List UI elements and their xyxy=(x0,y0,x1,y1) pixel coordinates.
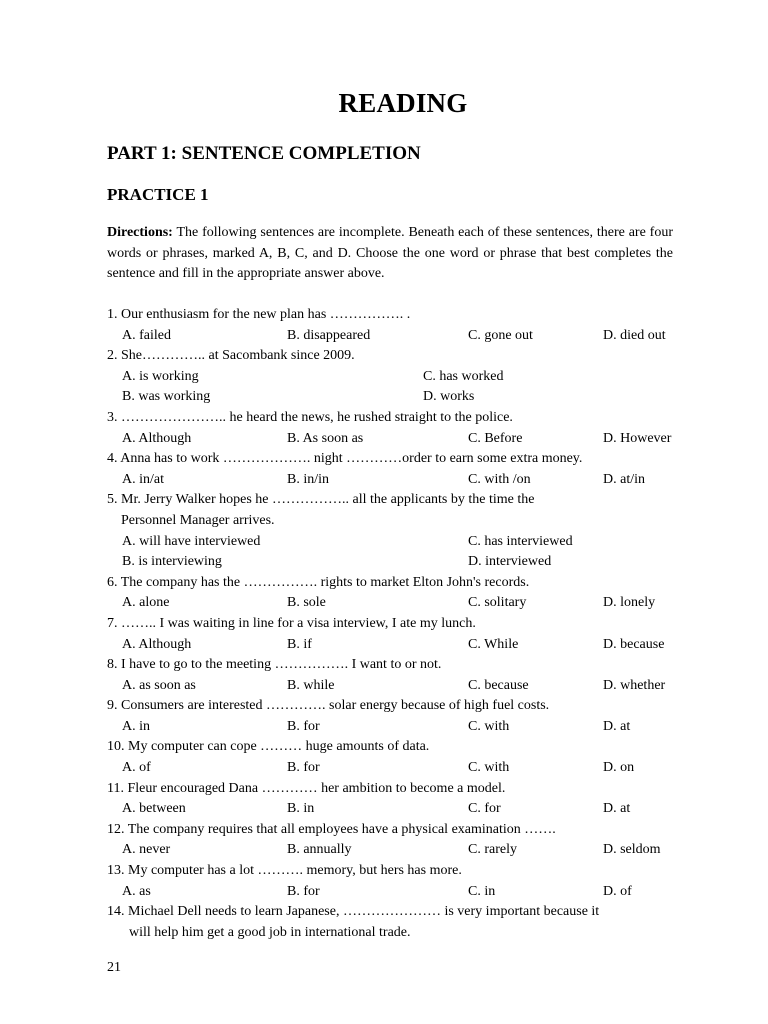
options-row xyxy=(107,326,707,347)
answer-option: B. for xyxy=(287,718,320,734)
question-item xyxy=(107,779,707,820)
question-item xyxy=(107,305,707,346)
answer-option: B. was working xyxy=(122,389,211,405)
options-row xyxy=(107,470,707,491)
answer-option: D. at xyxy=(603,718,631,734)
question-item xyxy=(107,696,707,737)
question-item xyxy=(107,902,707,943)
answer-option: B. disappeared xyxy=(287,327,371,343)
answer-option: B. for xyxy=(287,883,320,899)
question-stem-continuation: Personnel Manager arrives. xyxy=(121,512,275,528)
question-item xyxy=(107,861,707,902)
question-item xyxy=(107,614,707,655)
answer-option: C. solitary xyxy=(468,595,527,611)
answer-option: C. has worked xyxy=(423,368,504,384)
answer-option: D. However xyxy=(603,430,672,446)
page-title: READING xyxy=(338,88,468,118)
question-stem: 7. …….. I was waiting in line for a visa interview, I ate my lunch. xyxy=(107,615,476,631)
answer-option: A. never xyxy=(122,842,171,858)
answer-option: A. of xyxy=(122,760,151,776)
options-row xyxy=(107,717,707,738)
directions-text: The following sentences are incomplete. Beneath each of these sentences, there are four words or phrases, marked A, B, C, and D. Choose the one word or phrase that best completes the sentence and fill in the appropriate answer above. xyxy=(107,225,673,281)
question-stem: 12. The company requires that all employees have a physical examination ……. xyxy=(107,821,556,837)
answer-option: D. of xyxy=(603,883,632,899)
answer-option: D. at xyxy=(603,801,631,817)
question-stem: 3. ………………….. he heard the news, he rushed straight to the police. xyxy=(107,409,513,425)
question-stem: 13. My computer has a lot ………. memory, but hers has more. xyxy=(107,863,462,879)
answer-option: B. As soon as xyxy=(287,430,364,446)
question-item xyxy=(107,820,707,861)
question-stem: 4. Anna has to work ………………. night …………order to earn some extra money. xyxy=(107,451,583,467)
options-row xyxy=(107,552,707,573)
answer-option: A. as soon as xyxy=(122,677,196,693)
answer-option: A. as xyxy=(122,883,151,899)
answer-option: C. has interviewed xyxy=(468,533,573,549)
options-row xyxy=(107,799,707,820)
answer-option: A. in/at xyxy=(122,471,164,487)
answer-option: A. alone xyxy=(122,595,170,611)
question-item xyxy=(107,408,707,449)
answer-option: C. gone out xyxy=(468,327,533,343)
answer-option: B. is interviewing xyxy=(122,554,222,570)
answer-option: D. at/in xyxy=(603,471,645,487)
answer-option: B. sole xyxy=(287,595,326,611)
question-stem: 10. My computer can cope ……… huge amounts of data. xyxy=(107,739,430,755)
question-stem: 2. She………….. at Sacombank since 2009. xyxy=(107,348,355,364)
options-row xyxy=(107,387,707,408)
answer-option: A. between xyxy=(122,801,186,817)
answer-option: D. interviewed xyxy=(468,554,552,570)
part-heading: PART 1: SENTENCE COMPLETION xyxy=(107,143,421,164)
question-stem-continuation: will help him get a good job in international trade. xyxy=(129,924,411,940)
answer-option: B. if xyxy=(287,636,312,652)
answer-option: A. failed xyxy=(122,327,171,343)
answer-option: B. in/in xyxy=(287,471,330,487)
answer-option: D. works xyxy=(423,389,475,405)
question-item xyxy=(107,655,707,696)
question-stem: 11. Fleur encouraged Dana ………… her ambition to become a model. xyxy=(107,780,506,796)
question-list xyxy=(107,305,707,943)
question-stem: 1. Our enthusiasm for the new plan has ……………. . xyxy=(107,307,411,322)
options-row xyxy=(107,882,707,903)
options-row xyxy=(107,593,707,614)
answer-option: A. is working xyxy=(122,368,199,384)
options-row xyxy=(107,840,707,861)
question-item xyxy=(107,449,707,490)
answer-option: C. with /on xyxy=(468,471,531,487)
question-item xyxy=(107,737,707,778)
options-row xyxy=(107,429,707,450)
answer-option: A. Although xyxy=(122,430,192,446)
answer-option: B. for xyxy=(287,760,320,776)
options-row xyxy=(107,758,707,779)
directions-label: Directions: xyxy=(107,225,173,240)
answer-option: D. seldom xyxy=(603,842,661,858)
question-stem: 6. The company has the ……………. rights to market Elton John's records. xyxy=(107,574,530,590)
answer-option: C. because xyxy=(468,677,529,693)
page-number: 21 xyxy=(107,960,121,975)
answer-option: A. will have interviewed xyxy=(122,533,261,549)
question-item xyxy=(107,346,707,408)
answer-option: C. for xyxy=(468,801,501,817)
question-item xyxy=(107,490,707,572)
question-stem: 8. I have to go to the meeting ……………. I want to or not. xyxy=(107,657,442,673)
answer-option: D. on xyxy=(603,760,635,776)
question-stem: 5. Mr. Jerry Walker hopes he …………….. all the applicants by the time the xyxy=(107,492,535,508)
answer-option: B. while xyxy=(287,677,335,693)
answer-option: A. Although xyxy=(122,636,192,652)
answer-option: D. lonely xyxy=(603,595,656,611)
options-row xyxy=(107,367,707,388)
answer-option: A. in xyxy=(122,718,150,734)
answer-option: C. with xyxy=(468,760,510,776)
answer-option: C. rarely xyxy=(468,842,517,858)
directions-paragraph xyxy=(107,223,673,285)
options-row xyxy=(107,635,707,656)
answer-option: C. with xyxy=(468,718,510,734)
question-item xyxy=(107,573,707,614)
answer-option: C. in xyxy=(468,883,496,899)
answer-option: C. While xyxy=(468,636,519,652)
answer-option: B. in xyxy=(287,801,315,817)
answer-option: D. died out xyxy=(603,327,666,343)
answer-option: D. because xyxy=(603,636,665,652)
answer-option: D. whether xyxy=(603,677,666,693)
question-stem: 9. Consumers are interested …………. solar energy because of high fuel costs. xyxy=(107,698,550,714)
question-stem: 14. Michael Dell needs to learn Japanese, ………………… is very important because it xyxy=(107,904,600,920)
options-row xyxy=(107,532,707,553)
options-row xyxy=(107,676,707,697)
answer-option: B. annually xyxy=(287,842,352,858)
answer-option: C. Before xyxy=(468,430,523,446)
practice-heading: PRACTICE 1 xyxy=(107,185,209,204)
